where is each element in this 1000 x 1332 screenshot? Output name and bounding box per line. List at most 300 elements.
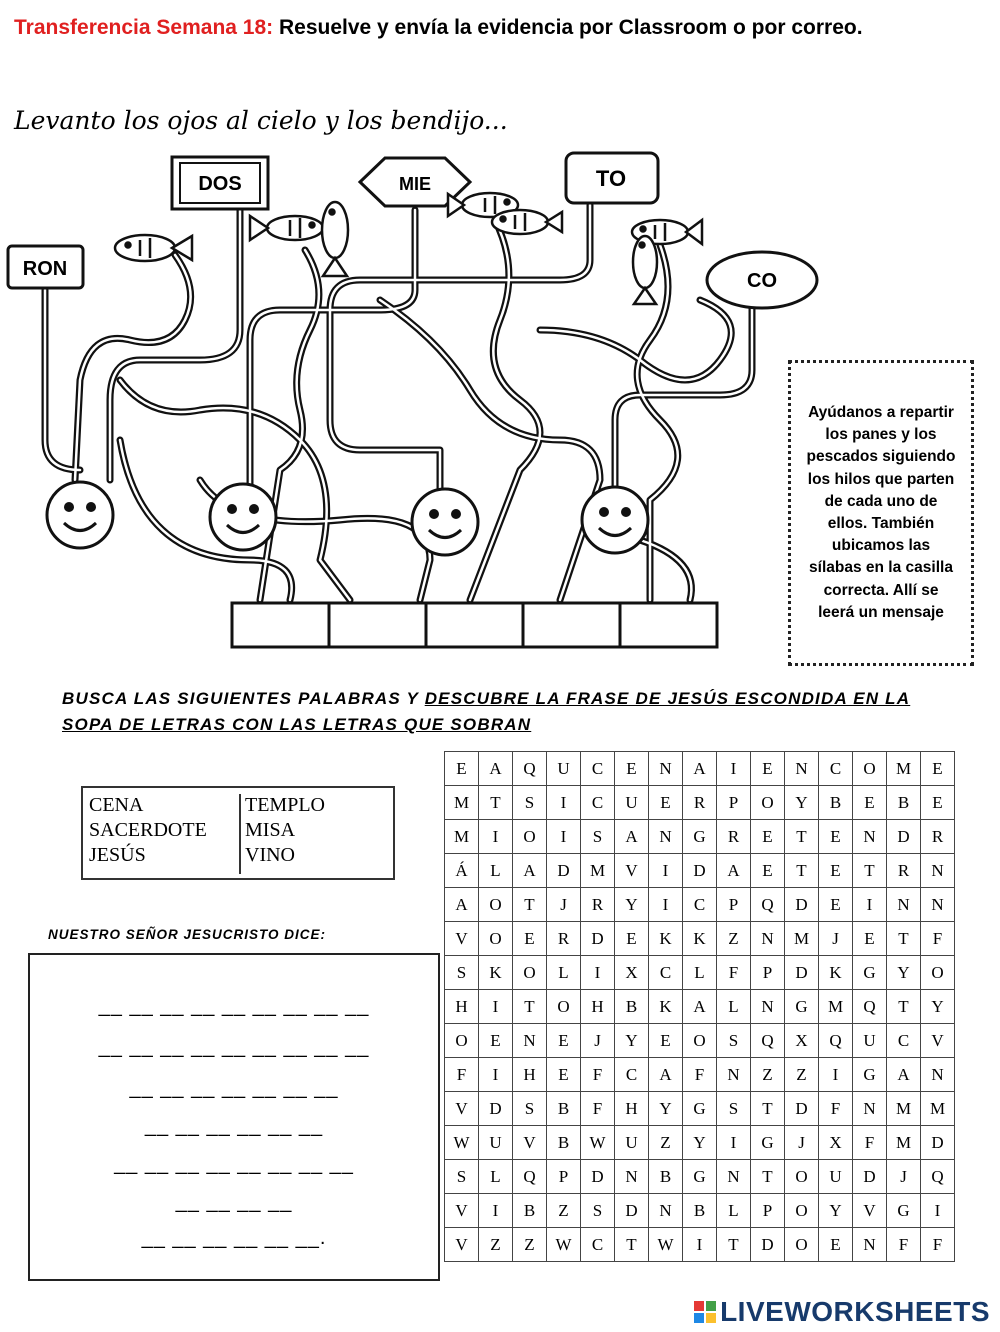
grid-cell[interactable]: M bbox=[887, 1126, 921, 1160]
grid-cell[interactable]: G bbox=[683, 1160, 717, 1194]
grid-row bbox=[445, 1058, 955, 1092]
grid-cell[interactable]: B bbox=[615, 990, 649, 1024]
syllable-answer-box[interactable] bbox=[329, 603, 426, 647]
grid-cell[interactable]: I bbox=[921, 1194, 955, 1228]
grid-cell[interactable]: I bbox=[547, 820, 581, 854]
header-instruction: Resuelve y envía la evidencia por Classroom o por correo. bbox=[273, 16, 863, 39]
grid-cell[interactable]: F bbox=[921, 922, 955, 956]
logo-text: LIVEWORKSHEETS bbox=[720, 1296, 990, 1327]
grid-cell[interactable]: I bbox=[683, 1228, 717, 1262]
grid-cell[interactable]: U bbox=[479, 1126, 513, 1160]
grid-cell[interactable]: Z bbox=[717, 922, 751, 956]
grid-cell[interactable]: Z bbox=[785, 1058, 819, 1092]
grid-row bbox=[445, 786, 955, 820]
grid-cell[interactable]: N bbox=[751, 922, 785, 956]
grid-row bbox=[445, 752, 955, 786]
grid-cell[interactable]: O bbox=[785, 1160, 819, 1194]
grid-cell[interactable]: B bbox=[547, 1092, 581, 1126]
grid-cell[interactable]: Y bbox=[819, 1194, 853, 1228]
grid-cell[interactable]: E bbox=[513, 922, 547, 956]
grid-cell[interactable]: T bbox=[785, 854, 819, 888]
grid-cell[interactable]: I bbox=[717, 1126, 751, 1160]
grid-cell[interactable]: D bbox=[581, 1160, 615, 1194]
grid-cell[interactable]: I bbox=[479, 820, 513, 854]
grid-cell[interactable]: T bbox=[513, 888, 547, 922]
grid-cell[interactable]: I bbox=[717, 752, 751, 786]
grid-cell[interactable]: H bbox=[615, 1092, 649, 1126]
grid-cell[interactable]: O bbox=[513, 820, 547, 854]
grid-cell[interactable]: Y bbox=[785, 786, 819, 820]
grid-cell[interactable]: V bbox=[445, 1092, 479, 1126]
grid-cell[interactable]: Z bbox=[513, 1228, 547, 1262]
grid-cell[interactable]: I bbox=[853, 888, 887, 922]
grid-cell[interactable]: N bbox=[921, 888, 955, 922]
grid-cell[interactable]: G bbox=[853, 956, 887, 990]
grid-cell[interactable]: M bbox=[887, 1092, 921, 1126]
grid-row bbox=[445, 820, 955, 854]
grid-cell[interactable]: V bbox=[445, 1194, 479, 1228]
syllable-ron bbox=[8, 246, 83, 288]
syllable-to bbox=[566, 153, 658, 203]
grid-cell[interactable]: Q bbox=[513, 1160, 547, 1194]
grid-cell[interactable]: A bbox=[615, 820, 649, 854]
grid-cell[interactable]: E bbox=[751, 854, 785, 888]
grid-cell[interactable]: O bbox=[513, 956, 547, 990]
grid-cell[interactable]: B bbox=[513, 1194, 547, 1228]
grid-cell[interactable]: O bbox=[853, 752, 887, 786]
logo-square bbox=[706, 1313, 716, 1323]
grid-cell[interactable]: A bbox=[683, 752, 717, 786]
grid-cell[interactable]: D bbox=[887, 820, 921, 854]
grid-cell[interactable]: U bbox=[547, 752, 581, 786]
grid-cell[interactable]: E bbox=[819, 854, 853, 888]
answer-blank-line[interactable]: __ __ __ __ bbox=[175, 1191, 293, 1213]
grid-cell[interactable]: Q bbox=[921, 1160, 955, 1194]
grid-cell[interactable]: E bbox=[547, 1058, 581, 1092]
grid-cell[interactable]: E bbox=[615, 752, 649, 786]
answer-blank-line[interactable]: __ __ __ __ __ __. bbox=[141, 1227, 327, 1249]
grid-cell[interactable]: A bbox=[513, 854, 547, 888]
grid-cell[interactable]: I bbox=[479, 1058, 513, 1092]
grid-cell[interactable]: Q bbox=[751, 1024, 785, 1058]
grid-cell[interactable]: J bbox=[581, 1024, 615, 1058]
grid-cell[interactable]: Y bbox=[887, 956, 921, 990]
syllable-mie-text: MIE bbox=[398, 174, 432, 194]
grid-cell[interactable]: N bbox=[853, 1228, 887, 1262]
grid-cell[interactable]: F bbox=[683, 1058, 717, 1092]
grid-row bbox=[445, 854, 955, 888]
grid-cell[interactable]: F bbox=[887, 1228, 921, 1262]
logo-squares-icon bbox=[694, 1301, 716, 1323]
grid-cell[interactable]: G bbox=[887, 1194, 921, 1228]
grid-cell[interactable]: M bbox=[785, 922, 819, 956]
grid-cell[interactable]: C bbox=[581, 752, 615, 786]
grid-cell[interactable]: Y bbox=[683, 1126, 717, 1160]
grid-cell[interactable]: H bbox=[445, 990, 479, 1024]
grid-cell[interactable]: D bbox=[785, 956, 819, 990]
grid-row bbox=[445, 956, 955, 990]
grid-cell[interactable]: S bbox=[581, 820, 615, 854]
grid-cell[interactable]: T bbox=[751, 1160, 785, 1194]
grid-cell[interactable]: C bbox=[887, 1024, 921, 1058]
grid-cell[interactable]: Q bbox=[853, 990, 887, 1024]
grid-row bbox=[445, 1126, 955, 1160]
grid-row bbox=[445, 1228, 955, 1262]
smiley-face-icon bbox=[47, 482, 113, 548]
grid-cell[interactable]: X bbox=[615, 956, 649, 990]
grid-cell[interactable]: S bbox=[513, 1092, 547, 1126]
grid-cell[interactable]: O bbox=[479, 922, 513, 956]
grid-cell[interactable]: M bbox=[445, 786, 479, 820]
grid-cell[interactable]: Z bbox=[479, 1228, 513, 1262]
grid-cell[interactable]: M bbox=[819, 990, 853, 1024]
grid-cell[interactable]: T bbox=[479, 786, 513, 820]
grid-cell[interactable]: K bbox=[683, 922, 717, 956]
answer-label-text: NUESTRO SEÑOR JESUCRISTO DICE: bbox=[48, 927, 327, 942]
grid-cell[interactable]: C bbox=[581, 786, 615, 820]
grid-cell[interactable]: J bbox=[547, 888, 581, 922]
answer-box[interactable] bbox=[28, 953, 440, 1281]
grid-cell[interactable]: B bbox=[649, 1160, 683, 1194]
grid-cell[interactable]: W bbox=[547, 1228, 581, 1262]
syllable-answer-boxes[interactable] bbox=[232, 603, 717, 647]
grid-cell[interactable]: T bbox=[717, 1228, 751, 1262]
grid-cell[interactable]: A bbox=[717, 854, 751, 888]
grid-cell[interactable]: R bbox=[921, 820, 955, 854]
grid-cell[interactable]: Á bbox=[445, 854, 479, 888]
grid-cell[interactable]: B bbox=[887, 786, 921, 820]
grid-cell[interactable]: N bbox=[853, 1092, 887, 1126]
grid-cell[interactable]: Z bbox=[751, 1058, 785, 1092]
grid-cell[interactable]: C bbox=[649, 956, 683, 990]
grid-cell[interactable]: G bbox=[683, 820, 717, 854]
wordsearch-title bbox=[62, 686, 922, 738]
syllable-dos-text: DOS bbox=[198, 173, 242, 195]
grid-cell[interactable]: S bbox=[717, 1024, 751, 1058]
grid-cell[interactable]: Y bbox=[921, 990, 955, 1024]
grid-cell[interactable]: F bbox=[581, 1058, 615, 1092]
grid-cell[interactable]: D bbox=[479, 1092, 513, 1126]
grid-cell[interactable]: R bbox=[581, 888, 615, 922]
grid-cell[interactable]: O bbox=[547, 990, 581, 1024]
answer-label bbox=[48, 927, 326, 942]
grid-cell[interactable]: R bbox=[887, 854, 921, 888]
grid-cell[interactable]: J bbox=[887, 1160, 921, 1194]
grid-cell[interactable]: R bbox=[717, 820, 751, 854]
grid-cell[interactable]: S bbox=[717, 1092, 751, 1126]
grid-cell[interactable]: A bbox=[887, 1058, 921, 1092]
word-item: TEMPLO bbox=[245, 794, 325, 816]
grid-cell[interactable]: E bbox=[649, 786, 683, 820]
grid-cell[interactable]: M bbox=[581, 854, 615, 888]
subtitle: Levanto los ojos al cielo y los bendijo... bbox=[14, 106, 508, 135]
grid-cell[interactable]: H bbox=[513, 1058, 547, 1092]
answer-blank-line[interactable]: __ __ __ __ __ __ __ __ __ bbox=[98, 1036, 370, 1058]
liveworksheets-logo bbox=[694, 1296, 990, 1328]
grid-cell[interactable]: Y bbox=[615, 1024, 649, 1058]
grid-row bbox=[445, 888, 955, 922]
grid-cell[interactable]: B bbox=[683, 1194, 717, 1228]
grid-cell[interactable]: T bbox=[751, 1092, 785, 1126]
grid-cell[interactable]: E bbox=[819, 820, 853, 854]
grid-cell[interactable]: I bbox=[649, 854, 683, 888]
syllable-ron-text: RON bbox=[22, 258, 68, 280]
grid-cell[interactable]: A bbox=[479, 752, 513, 786]
grid-cell[interactable]: K bbox=[649, 922, 683, 956]
grid-cell[interactable]: I bbox=[479, 1194, 513, 1228]
grid-cell[interactable]: X bbox=[819, 1126, 853, 1160]
grid-cell[interactable]: V bbox=[513, 1126, 547, 1160]
word-item: JESÚS bbox=[89, 844, 146, 866]
grid-cell[interactable]: F bbox=[445, 1058, 479, 1092]
grid-cell[interactable]: S bbox=[445, 1160, 479, 1194]
grid-cell[interactable]: O bbox=[785, 1228, 819, 1262]
grid-cell[interactable]: D bbox=[683, 854, 717, 888]
grid-cell[interactable]: E bbox=[853, 786, 887, 820]
grid-cell[interactable]: E bbox=[921, 752, 955, 786]
grid-cell[interactable]: D bbox=[785, 888, 819, 922]
grid-cell[interactable]: W bbox=[649, 1228, 683, 1262]
grid-row bbox=[445, 1024, 955, 1058]
grid-cell[interactable]: W bbox=[581, 1126, 615, 1160]
grid-cell[interactable]: G bbox=[853, 1058, 887, 1092]
syllable-answer-box[interactable] bbox=[426, 603, 523, 647]
word-item: VINO bbox=[245, 844, 295, 866]
grid-cell[interactable]: N bbox=[717, 1160, 751, 1194]
word-item: CENA bbox=[89, 794, 144, 816]
grid-cell[interactable]: V bbox=[445, 1228, 479, 1262]
grid-cell[interactable]: C bbox=[819, 752, 853, 786]
grid-cell[interactable]: V bbox=[445, 922, 479, 956]
grid-cell[interactable]: E bbox=[615, 922, 649, 956]
smiley-face-icon bbox=[582, 487, 648, 553]
syllable-co bbox=[707, 252, 817, 308]
grid-cell[interactable]: O bbox=[479, 888, 513, 922]
grid-cell[interactable]: D bbox=[921, 1126, 955, 1160]
grid-cell[interactable]: F bbox=[921, 1228, 955, 1262]
fish-icon bbox=[633, 236, 657, 304]
letter-grid bbox=[444, 751, 955, 1262]
grid-row bbox=[445, 1194, 955, 1228]
grid-cell[interactable]: M bbox=[445, 820, 479, 854]
grid-cell[interactable]: V bbox=[921, 1024, 955, 1058]
grid-cell[interactable]: U bbox=[615, 1126, 649, 1160]
grid-cell[interactable]: B bbox=[819, 786, 853, 820]
grid-cell[interactable]: W bbox=[445, 1126, 479, 1160]
grid-cell[interactable]: A bbox=[649, 1058, 683, 1092]
grid-cell[interactable]: S bbox=[513, 786, 547, 820]
word-list-divider bbox=[239, 794, 241, 874]
grid-cell[interactable]: G bbox=[785, 990, 819, 1024]
header-week-label: Transferencia Semana 18: bbox=[14, 16, 274, 39]
grid-cell[interactable]: L bbox=[547, 956, 581, 990]
grid-cell[interactable]: M bbox=[887, 752, 921, 786]
grid-cell[interactable]: P bbox=[751, 1194, 785, 1228]
grid-cell[interactable]: R bbox=[547, 922, 581, 956]
instructions-box bbox=[788, 360, 974, 666]
answer-blank-line[interactable]: __ __ __ __ __ __ __ __ bbox=[114, 1153, 354, 1175]
grid-cell[interactable]: N bbox=[513, 1024, 547, 1058]
grid-cell[interactable]: K bbox=[479, 956, 513, 990]
grid-row bbox=[445, 922, 955, 956]
grid-cell[interactable]: P bbox=[717, 888, 751, 922]
grid-cell[interactable]: S bbox=[581, 1194, 615, 1228]
grid-cell[interactable]: N bbox=[853, 820, 887, 854]
grid-cell[interactable]: A bbox=[445, 888, 479, 922]
grid-cell[interactable]: G bbox=[751, 1126, 785, 1160]
grid-cell[interactable]: E bbox=[547, 1024, 581, 1058]
word-list-column-2 bbox=[245, 793, 325, 868]
grid-cell[interactable]: R bbox=[683, 786, 717, 820]
grid-cell[interactable]: A bbox=[683, 990, 717, 1024]
grid-cell[interactable]: V bbox=[853, 1194, 887, 1228]
grid-cell[interactable]: E bbox=[819, 1228, 853, 1262]
grid-cell[interactable]: T bbox=[785, 820, 819, 854]
grid-cell[interactable]: D bbox=[785, 1092, 819, 1126]
answer-blank-line[interactable]: __ __ __ __ __ __ bbox=[144, 1115, 324, 1137]
syllable-answer-box[interactable] bbox=[620, 603, 717, 647]
smiley-face-icon bbox=[412, 489, 478, 555]
grid-cell[interactable]: C bbox=[581, 1228, 615, 1262]
grid-cell[interactable]: N bbox=[921, 854, 955, 888]
grid-cell[interactable]: N bbox=[615, 1160, 649, 1194]
grid-cell[interactable]: E bbox=[479, 1024, 513, 1058]
syllable-answer-box[interactable] bbox=[523, 603, 620, 647]
grid-cell[interactable]: O bbox=[921, 956, 955, 990]
grid-cell[interactable]: I bbox=[547, 786, 581, 820]
logo-square bbox=[694, 1301, 704, 1311]
grid-cell[interactable]: C bbox=[615, 1058, 649, 1092]
grid-cell[interactable]: T bbox=[615, 1228, 649, 1262]
grid-cell[interactable]: M bbox=[921, 1092, 955, 1126]
grid-cell[interactable]: N bbox=[887, 888, 921, 922]
grid-cell[interactable]: E bbox=[921, 786, 955, 820]
grid-cell[interactable]: D bbox=[751, 1228, 785, 1262]
grid-cell[interactable]: K bbox=[649, 990, 683, 1024]
grid-cell[interactable]: U bbox=[819, 1160, 853, 1194]
grid-cell[interactable]: H bbox=[581, 990, 615, 1024]
grid-cell[interactable]: E bbox=[853, 922, 887, 956]
answer-blank-line[interactable]: __ __ __ __ __ __ __ bbox=[129, 1077, 339, 1099]
grid-cell[interactable]: E bbox=[819, 888, 853, 922]
grid-cell[interactable]: L bbox=[479, 854, 513, 888]
grid-cell[interactable]: P bbox=[751, 956, 785, 990]
grid-cell[interactable]: P bbox=[547, 1160, 581, 1194]
grid-row bbox=[445, 1092, 955, 1126]
grid-cell[interactable]: N bbox=[649, 1194, 683, 1228]
fish-icon bbox=[250, 216, 323, 240]
grid-cell[interactable]: T bbox=[887, 922, 921, 956]
grid-cell[interactable]: F bbox=[819, 1092, 853, 1126]
grid-cell[interactable]: P bbox=[717, 786, 751, 820]
grid-cell[interactable]: I bbox=[649, 888, 683, 922]
grid-cell[interactable]: O bbox=[445, 1024, 479, 1058]
grid-cell[interactable]: L bbox=[717, 1194, 751, 1228]
word-list-column-1 bbox=[89, 793, 207, 868]
grid-cell[interactable]: B bbox=[547, 1126, 581, 1160]
grid-cell[interactable]: K bbox=[819, 956, 853, 990]
logo-square bbox=[694, 1313, 704, 1323]
syllable-dos bbox=[172, 157, 268, 209]
word-item: MISA bbox=[245, 819, 296, 841]
grid-cell[interactable]: J bbox=[785, 1126, 819, 1160]
smiley-face-icon bbox=[210, 484, 276, 550]
syllable-to-text: TO bbox=[595, 166, 627, 191]
grid-cell[interactable]: D bbox=[547, 854, 581, 888]
grid-cell[interactable]: G bbox=[683, 1092, 717, 1126]
grid-cell[interactable]: Z bbox=[547, 1194, 581, 1228]
wordsearch-title-part1: BUSCA LAS SIGUIENTES PALABRAS Y bbox=[62, 689, 425, 708]
syllable-co-text: CO bbox=[747, 270, 777, 292]
syllable-answer-box[interactable] bbox=[232, 603, 329, 647]
wordsearch-title-part2: DESCUBRE LA FRASE DE JESÚS ESCONDIDA EN LA SOPA DE LETRAS CON LAS LETRAS QUE SOBRAN bbox=[62, 689, 911, 734]
grid-cell[interactable]: N bbox=[751, 990, 785, 1024]
fish-icon bbox=[322, 202, 348, 276]
grid-cell[interactable]: F bbox=[717, 956, 751, 990]
grid-cell[interactable]: J bbox=[819, 922, 853, 956]
grid-cell[interactable]: U bbox=[615, 786, 649, 820]
grid-cell[interactable]: S bbox=[445, 956, 479, 990]
grid-cell[interactable]: F bbox=[853, 1126, 887, 1160]
grid-cell[interactable]: U bbox=[853, 1024, 887, 1058]
grid-cell[interactable]: Z bbox=[649, 1126, 683, 1160]
grid-cell[interactable]: D bbox=[615, 1194, 649, 1228]
grid-cell[interactable]: I bbox=[581, 956, 615, 990]
grid-cell[interactable]: D bbox=[581, 922, 615, 956]
grid-cell[interactable]: L bbox=[683, 956, 717, 990]
grid-cell[interactable]: Y bbox=[615, 888, 649, 922]
grid-cell[interactable]: F bbox=[581, 1092, 615, 1126]
grid-row bbox=[445, 1160, 955, 1194]
grid-cell[interactable]: T bbox=[513, 990, 547, 1024]
grid-cell[interactable]: C bbox=[683, 888, 717, 922]
grid-cell[interactable]: X bbox=[785, 1024, 819, 1058]
grid-cell[interactable]: E bbox=[649, 1024, 683, 1058]
grid-cell[interactable]: T bbox=[853, 854, 887, 888]
grid-cell[interactable]: Q bbox=[819, 1024, 853, 1058]
grid-cell[interactable]: E bbox=[445, 752, 479, 786]
grid-cell[interactable]: E bbox=[751, 752, 785, 786]
grid-cell[interactable]: V bbox=[615, 854, 649, 888]
grid-cell[interactable]: L bbox=[717, 990, 751, 1024]
grid-cell[interactable]: N bbox=[717, 1058, 751, 1092]
grid-cell[interactable]: Y bbox=[649, 1092, 683, 1126]
grid-cell[interactable]: I bbox=[479, 990, 513, 1024]
grid-row bbox=[445, 990, 955, 1024]
grid-cell[interactable]: L bbox=[479, 1160, 513, 1194]
grid-cell[interactable]: O bbox=[751, 786, 785, 820]
logo-square bbox=[706, 1301, 716, 1311]
grid-cell[interactable]: N bbox=[649, 820, 683, 854]
grid-cell[interactable]: O bbox=[785, 1194, 819, 1228]
answer-blank-line[interactable]: __ __ __ __ __ __ __ __ __ bbox=[98, 995, 370, 1017]
word-item: SACERDOTE bbox=[89, 819, 207, 841]
grid-cell[interactable]: Q bbox=[751, 888, 785, 922]
grid-cell[interactable]: Q bbox=[513, 752, 547, 786]
page-header bbox=[14, 12, 989, 43]
instructions-text: Ayúdanos a repartir los panes y los pescados siguiendo los hilos que parten de cada uno de ellos. También ubicamos las sílabas en la casilla correcta. Allí se leerá un mensaje bbox=[806, 403, 956, 621]
grid-cell[interactable]: N bbox=[921, 1058, 955, 1092]
grid-cell[interactable]: T bbox=[887, 990, 921, 1024]
grid-cell[interactable]: O bbox=[683, 1024, 717, 1058]
grid-cell[interactable]: D bbox=[853, 1160, 887, 1194]
grid-cell[interactable]: I bbox=[819, 1058, 853, 1092]
grid-cell[interactable]: N bbox=[785, 752, 819, 786]
word-list-box bbox=[81, 786, 395, 880]
grid-cell[interactable]: N bbox=[649, 752, 683, 786]
fish-icon bbox=[492, 210, 562, 234]
grid-cell[interactable]: E bbox=[751, 820, 785, 854]
